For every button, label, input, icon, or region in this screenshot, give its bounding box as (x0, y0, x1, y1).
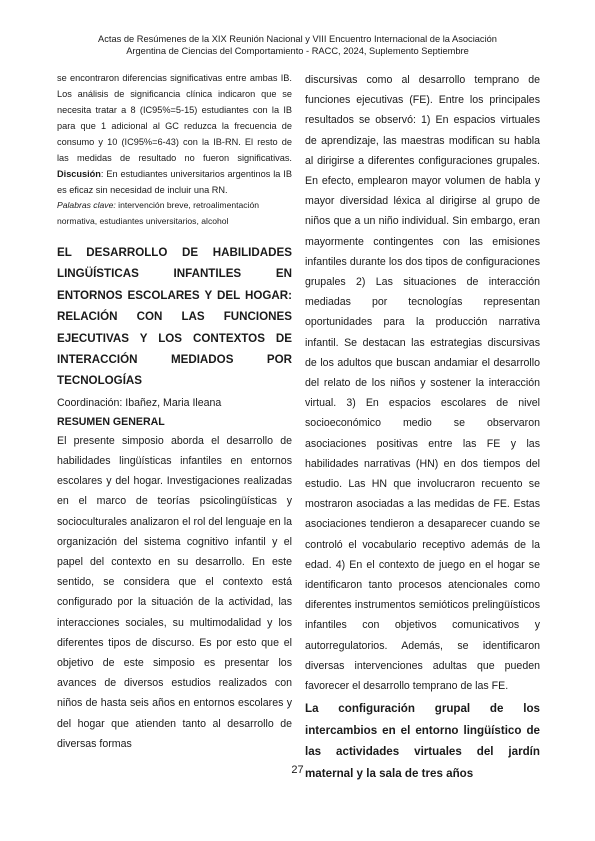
header-line-1: Actas de Resúmenes de la XIX Reunión Nacional y VIII Encuentro Internacional de la Asociación (98, 34, 497, 44)
summary-heading: RESUMEN GENERAL (57, 415, 165, 428)
keywords-label: Palabras clave: (57, 200, 116, 210)
results-text: se encontraron diferencias significativas entre ambas IB. Los análisis de significancia clínica indicaron que se necesita tratar a 8 (IC95%=5-15) estudiantes con la IB para que 1 adicional al GC reduzca la frecuencia de consumo y 10 (IC95%=6-43) con la IB-RN. El resto de las medidas de resultado no fueron significativas. (57, 73, 292, 163)
symposium-title: EL DESARROLLO DE HABILIDADES LINGÜÍSTICAS INFANTILES EN ENTORNOS ESCOLARES Y DEL HOGAR: RELACIÓN CON LAS FUNCIONES EJECUTIVAS Y LOS CONTEXTOS DE INTERACCIÓN MEDIADOS POR TECNOLOGÍAS (57, 246, 292, 388)
results-paragraph (57, 70, 292, 198)
running-header (40, 33, 555, 57)
summary-body-right: discursivas como al desarrollo temprano de funciones ejecutivas (FE). Entre los principales resultados se observó: 1) En espacios virtuales de aprendizaje, las maestras modifican su habla al dirigirse a diferentes configuraciones grupales. En efecto, emplearon mayor volumen de habla y mayor diversidad léxica al dirigirse al grupo de niños que a un niño individual. Sin embargo, eran mayormente contingentes con las emisiones infantiles durante los dos tipos de configuraciones grupales 2) Las situaciones de interacción mediadas por tecnologías representan oportunidades para la producción narrativa infantil. Se destacan las estrategias discursivas de los adultos que buscan andamiar el desarrollo del relato de los niños y sostener la interacción virtual. 3) En espacios escolares de nivel socioeconómico medio se observaron asociaciones positivas entre las FE y las habilidades narrativas (HN) en dos tiempos del estudio. Las HN que involucraron recuento se mostraron asociadas a las medidas de FE. Estas asociaciones tendieron a desaparecer cuando se controló el vocabulario receptivo además de la edad. 4) En el contexto de juego en el hogar se identificaron tanto procesos atencionales como diferentes instrumentos semióticos prelingüísticos infantiles con objetivos comunicativos y autorregulatorios. Además, se identificaron diversas intervenciones adultas que pueden favorecer el desarrollo temprano de las FE. (305, 74, 540, 693)
discussion-text: : En estudiantes universitarios argentinos la IB es eficaz sin necesidad de incluir una RN. (57, 169, 292, 195)
left-column (57, 70, 292, 754)
summary-body-left: El presente simposio aborda el desarrollo de habilidades lingüísticas infantiles en entornos escolares y del hogar. Investigaciones realizadas en el marco de teorías psicolingüísticas y socioculturales analizaron el rol del lenguaje en la organización del sistema cognitivo infantil y el papel del contexto en su desarrollo. En este sentido, se considera que el contexto está configurado por la situación de la actividad, las interacciones sociales, su multimodalidad y los diferentes tipos de discurso. Es por esto que el objetivo de este simposio es presentar los avances de diversos estudios realizados con niños de hasta seis años en entornos escolares y del hogar que atienden tanto al desarrollo de diversas formas (57, 434, 292, 750)
paper-subtitle: La configuración grupal de los intercambios en el entorno lingüístico de las actividades virtuales del jardín maternal y la sala de tres años (305, 702, 540, 781)
keywords (57, 198, 292, 229)
discussion-label: Discusión (57, 169, 101, 179)
header-line-2: Argentina de Ciencias del Comportamiento - RACC, 2024, Suplemento Septiembre (126, 46, 469, 56)
page-number: 27 (291, 764, 304, 776)
coordination: Coordinación: Ibañez, Maria Ileana (57, 396, 222, 409)
keywords-text: intervención breve, retroalimentación normativa, estudiantes universitarios, alcohol (57, 200, 260, 226)
right-column (305, 70, 540, 785)
